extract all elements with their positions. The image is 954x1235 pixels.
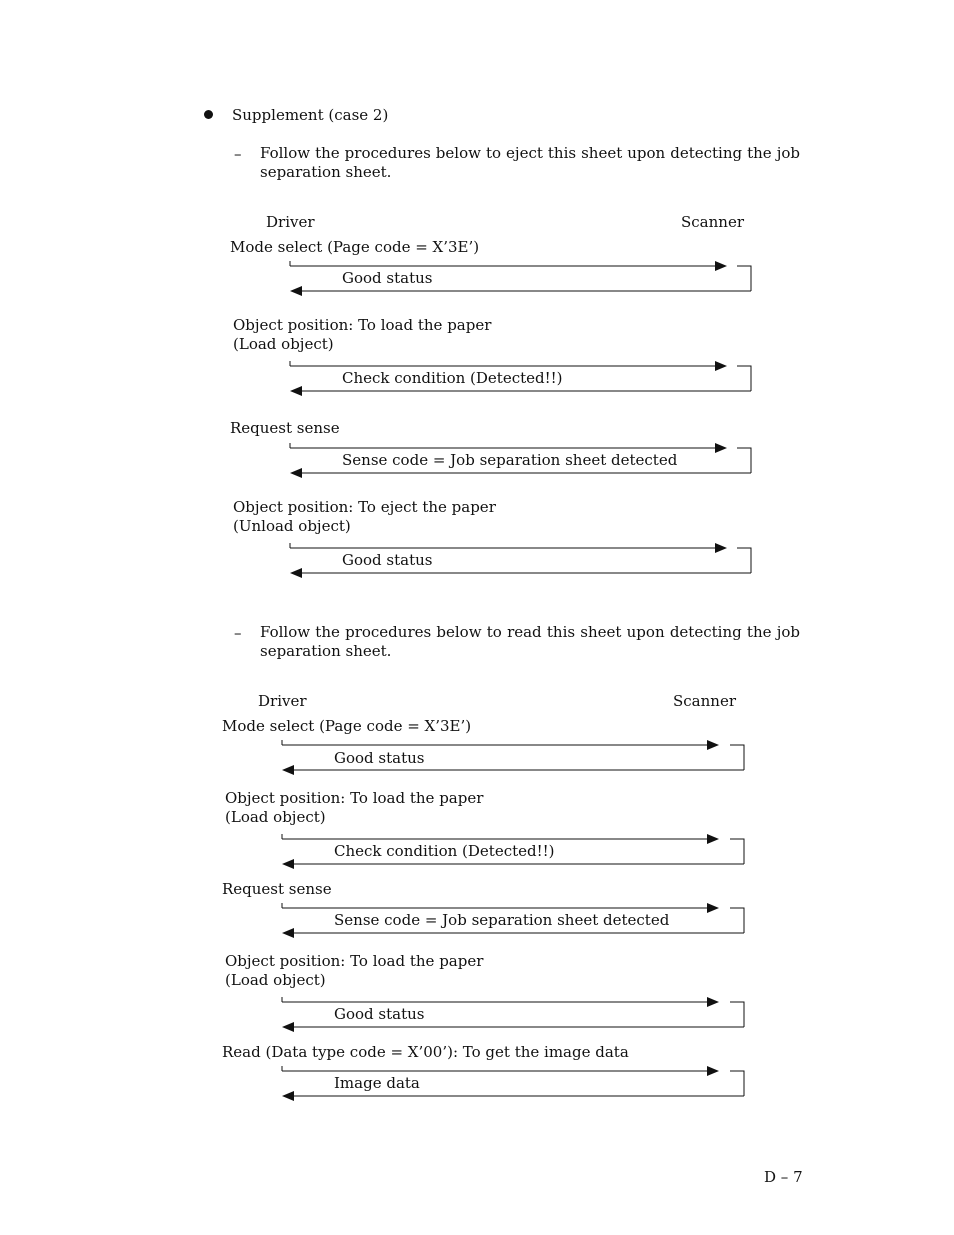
s1-step3-response-arrowhead [290, 468, 302, 478]
s1-step1-scanner-bracket [737, 266, 751, 291]
s2-step2-scanner-bracket [730, 839, 744, 864]
s2-step5-response: Image data [334, 1074, 420, 1092]
s1-step4-response: Good status [342, 551, 433, 569]
s2-step3-response: Sense code = Job separation sheet detected [334, 911, 670, 929]
s2-step1-scanner-bracket [730, 745, 744, 770]
s1-step1-command: Mode select (Page code = X’3E’) [230, 238, 480, 256]
s2-step4-response: Good status [334, 1005, 425, 1023]
s1-step4-scanner-bracket [737, 548, 751, 573]
s2-step1-response-arrowhead [282, 765, 294, 775]
s2-step2-response-arrowhead [282, 859, 294, 869]
s2-step2-command: Object position: To load the paper [225, 789, 484, 807]
s1-step2-response: Check condition (Detected!!) [342, 369, 563, 387]
s1-step3-scanner-bracket [737, 448, 751, 473]
s1-step1-response: Good status [342, 269, 433, 287]
s2-step5-command: Read (Data type code = X’00’): To get the image data [222, 1043, 629, 1061]
s1-step1-response-arrowhead [290, 286, 302, 296]
s2-step4-response-arrowhead [282, 1022, 294, 1032]
s1-step2-command-sub: (Load object) [233, 335, 334, 353]
page-number: D – 7 [764, 1168, 803, 1186]
dash-marker: – [234, 624, 242, 642]
s1-step3-request-arrowhead [715, 443, 727, 453]
s1-step2-response-arrowhead [290, 386, 302, 396]
s2-step1-request-arrowhead [707, 740, 719, 750]
s1-step4-command: Object position: To eject the paper [233, 498, 496, 516]
section2-intro: Follow the procedures below to read this sheet upon detecting the job separation sheet. [260, 623, 800, 660]
s2-step4-request-arrowhead [707, 997, 719, 1007]
s2-step1-command: Mode select (Page code = X’3E’) [222, 717, 472, 735]
s2-step2-request-arrowhead [707, 834, 719, 844]
s1-step4-request-arrowhead [715, 543, 727, 553]
s1-step4-command-sub: (Unload object) [233, 517, 351, 535]
section1-intro: Follow the procedures below to eject this sheet upon detecting the job separation sheet. [260, 144, 800, 181]
supplement-title: Supplement (case 2) [232, 106, 389, 124]
s2-step3-command: Request sense [222, 880, 332, 898]
s2-step2-response: Check condition (Detected!!) [334, 842, 555, 860]
section2-scanner-label: Scanner [673, 692, 736, 710]
s2-step3-response-arrowhead [282, 928, 294, 938]
s2-step1-response: Good status [334, 749, 425, 767]
s1-step3-response: Sense code = Job separation sheet detected [342, 451, 678, 469]
s1-step2-scanner-bracket [737, 366, 751, 391]
s2-step4-command-sub: (Load object) [225, 971, 326, 989]
section1-scanner-label: Scanner [681, 213, 744, 231]
s2-step3-scanner-bracket [730, 908, 744, 933]
section2-driver-label: Driver [258, 692, 307, 710]
section1-driver-label: Driver [266, 213, 315, 231]
s1-step2-command: Object position: To load the paper [233, 316, 492, 334]
s2-step4-command: Object position: To load the paper [225, 952, 484, 970]
s1-step4-response-arrowhead [290, 568, 302, 578]
s2-step3-request-arrowhead [707, 903, 719, 913]
s2-step5-request-arrowhead [707, 1066, 719, 1076]
s2-step4-scanner-bracket [730, 1002, 744, 1027]
s1-step3-command: Request sense [230, 419, 340, 437]
s2-step5-response-arrowhead [282, 1091, 294, 1101]
s2-step5-scanner-bracket [730, 1071, 744, 1096]
s1-step2-request-arrowhead [715, 361, 727, 371]
dash-marker: – [234, 145, 242, 163]
s1-step1-request-arrowhead [715, 261, 727, 271]
s2-step2-command-sub: (Load object) [225, 808, 326, 826]
